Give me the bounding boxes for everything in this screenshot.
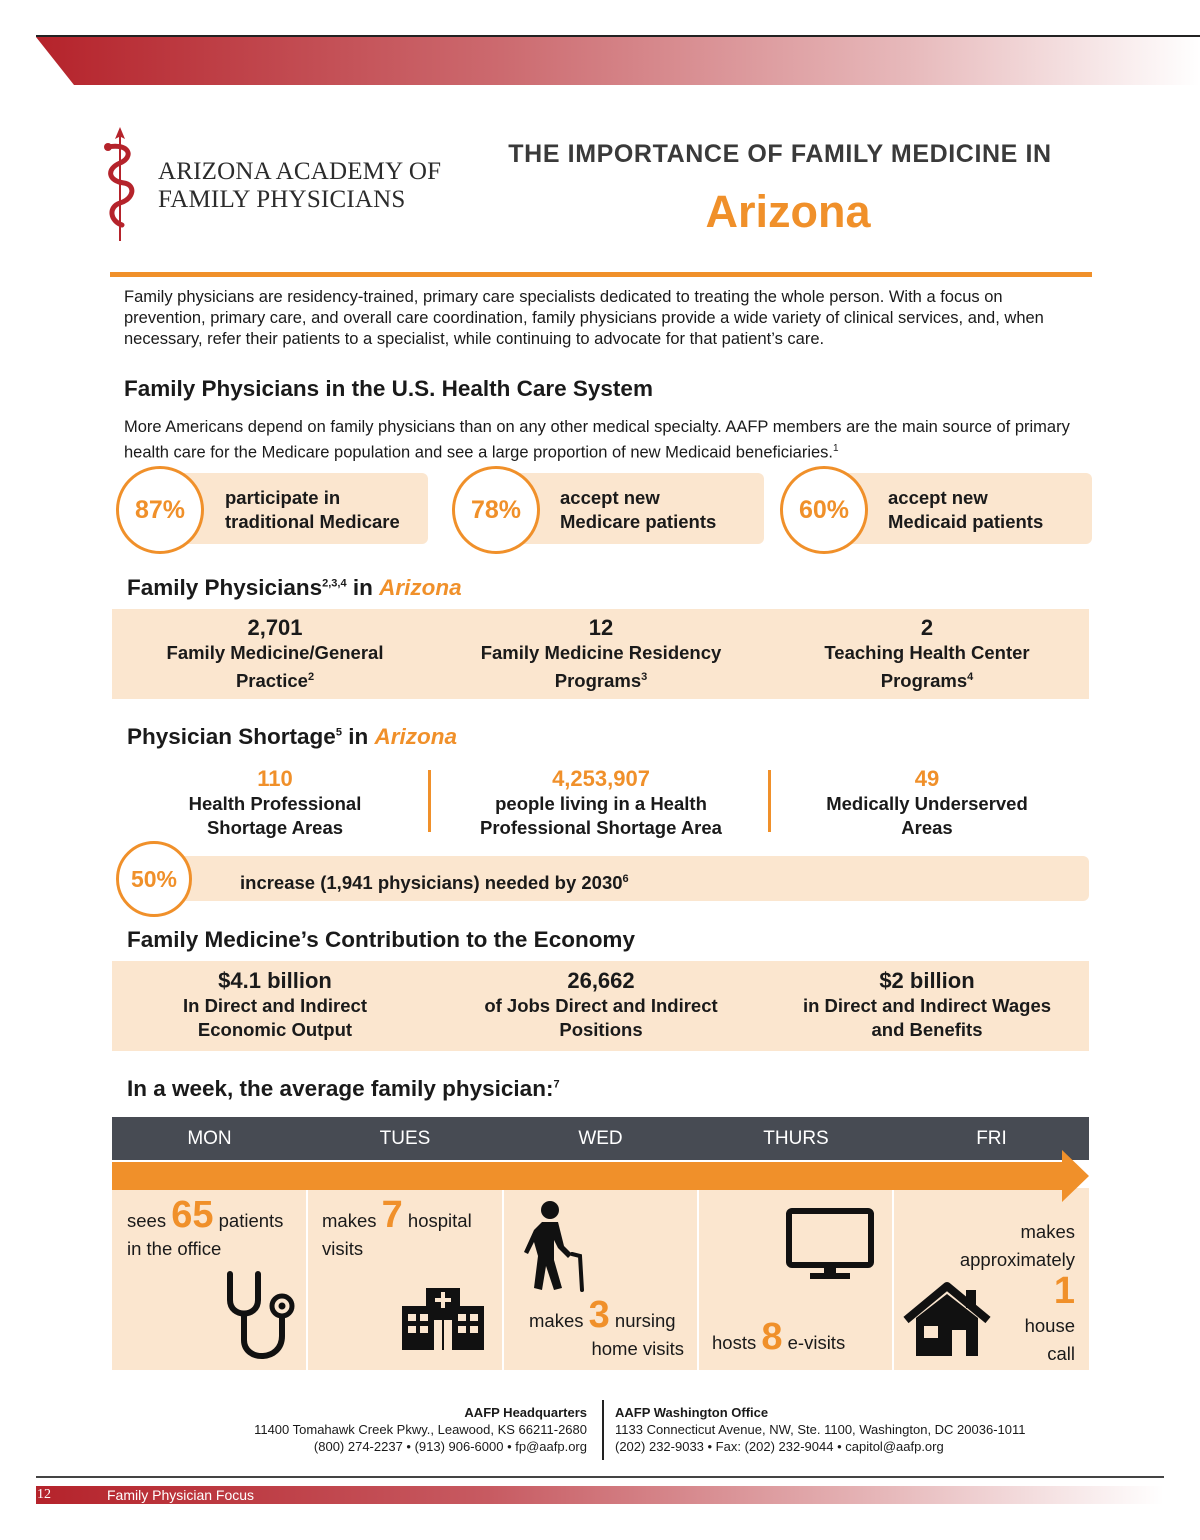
fp-stat-2-line1: Family Medicine Residency	[480, 642, 722, 663]
org-name-line2: FAMILY PHYSICIANS	[158, 186, 406, 213]
hq-title: AAFP Headquarters	[464, 1405, 587, 1420]
econ-stat-3-number: $2 billion	[879, 968, 975, 993]
stat-text-1-line2: traditional Medicare	[225, 511, 400, 532]
fri-line1: makes	[1020, 1221, 1075, 1242]
us-paragraph-sup: 1	[833, 443, 839, 454]
hq-block	[220, 1404, 587, 1455]
fri-number: 1	[1053, 1270, 1075, 1312]
shortage-stat-2-number: 4,253,907	[552, 766, 650, 791]
fp-stat-3-line1: Teaching Health Center	[824, 642, 1030, 663]
day-wed: WED	[578, 1128, 623, 1149]
us-paragraph-text: More Americans depend on family physicians than on any other medical specialty. AAFP members are the main source of primary health care for the Medicare population and see a large proportion of new Medicaid beneficiaries.	[124, 418, 1070, 462]
wed-pre: makes	[529, 1310, 584, 1331]
shortage-stat-3-line1: Medically Underserved	[826, 793, 1028, 814]
section-heading-economy: Family Medicine’s Contribution to the Economy	[127, 927, 635, 952]
increase-text-wrap	[240, 867, 629, 895]
wed-post: nursing	[614, 1310, 676, 1331]
dc-contact: (202) 232-9033 • Fax: (202) 232-9044 • capitol@aafp.org	[615, 1439, 944, 1454]
econ-stat-1	[112, 968, 438, 1042]
tues-line2: visits	[322, 1238, 364, 1259]
heading-sup: 7	[553, 1078, 560, 1091]
fri-line2: approximately	[959, 1249, 1075, 1270]
top-band	[36, 37, 1200, 85]
heading-text: Physician Shortage	[127, 724, 336, 749]
fp-stat-2	[438, 615, 764, 693]
fp-stat-1-line1: Family Medicine/General	[166, 642, 384, 663]
tues-post: hospital	[407, 1210, 472, 1231]
fp-stat-2-sup: 3	[641, 671, 648, 683]
increase-circle: 50%	[116, 841, 192, 917]
increase-sup: 6	[622, 873, 629, 885]
fp-stat-3-number: 2	[920, 615, 934, 640]
bottom-rule	[36, 1476, 1164, 1478]
econ-stat-1-number: $4.1 billion	[218, 968, 332, 993]
mon-post: patients	[218, 1210, 284, 1231]
econ-stat-3	[764, 968, 1090, 1042]
shortage-stat-3-line2: Areas	[901, 817, 953, 838]
fp-stat-2-number: 12	[588, 615, 614, 640]
mon-number: 65	[171, 1194, 214, 1236]
week-arrow	[112, 1150, 1089, 1202]
econ-stat-2-number: 26,662	[567, 968, 635, 993]
econ-stat-2-line1: of Jobs Direct and Indirect	[484, 995, 718, 1016]
dc-address: 1133 Connecticut Avenue, NW, Ste. 1100, Washington, DC 20036-1011	[615, 1422, 1026, 1437]
shortage-stat-2-line2: Professional Shortage Area	[480, 817, 722, 838]
heading-state: Arizona	[379, 575, 462, 600]
heading-sup: 5	[335, 726, 342, 739]
heading-text: In a week, the average family physician:	[127, 1076, 554, 1101]
shortage-stat-1-line2: Shortage Areas	[206, 817, 344, 838]
stat-text-2-line1: accept new	[560, 487, 660, 508]
day-mon: MON	[187, 1128, 232, 1149]
intro-paragraph: Family physicians are residency-trained, primary care specialists dedicated to treating the whole person. With a focus on prevention, primary care, and overall care coordination, family physicians provide a wide variety of clinical services, and, when necessary, refer their patients to a specialist, while continuing to advocate for that patient’s care.	[124, 288, 1044, 348]
fri-text-top	[900, 1218, 1075, 1274]
increase-text: increase (1,941 physicians) needed by 2030	[240, 872, 623, 894]
heading-text: Family Physicians	[127, 575, 323, 600]
wed-line2: home visits	[591, 1338, 684, 1359]
stat-circle-3: 60%	[780, 466, 868, 554]
tues-number: 7	[381, 1194, 403, 1236]
stat-text-1-line1: participate in	[225, 487, 341, 508]
fri-line3: house	[1024, 1315, 1075, 1336]
state-title: Arizona	[705, 186, 871, 237]
fp-stat-2-line2: Programs	[554, 670, 642, 692]
stethoscope-icon	[220, 1270, 300, 1366]
top-rule	[36, 35, 1200, 37]
thurs-number: 8	[761, 1316, 783, 1358]
hq-address: 11400 Tomahawk Creek Pkwy., Leawood, KS 66211-2680	[254, 1422, 587, 1437]
wed-text-line1	[529, 1294, 676, 1336]
shortage-divider-1	[428, 770, 431, 832]
fp-stat-3-line2: Programs	[880, 670, 968, 692]
page-title: THE IMPORTANCE OF FAMILY MEDICINE IN	[508, 140, 1052, 168]
stat-circle-2: 78%	[452, 466, 540, 554]
econ-stat-1-line1: In Direct and Indirect	[182, 995, 367, 1016]
stat-circle-1: 87%	[116, 466, 204, 554]
fp-stat-1-sup: 2	[307, 671, 315, 683]
publication-name: Family Physician Focus	[107, 1487, 255, 1503]
heading-in: in	[348, 724, 369, 749]
dc-title: AAFP Washington Office	[615, 1405, 769, 1420]
footer-divider	[602, 1400, 604, 1460]
hq-contact: (800) 274-2237 • (913) 906-6000 • fp@aafp.org	[313, 1439, 587, 1454]
org-name-line1: ARIZONA ACADEMY OF	[158, 158, 442, 185]
econ-stat-1-line2: Economic Output	[197, 1019, 353, 1040]
shortage-stat-1	[112, 766, 438, 840]
fp-stat-3-line2-wrap	[764, 665, 1090, 693]
shortage-stat-2	[438, 766, 764, 840]
day-thurs: THURS	[763, 1128, 829, 1149]
thurs-text	[712, 1316, 846, 1358]
monitor-icon	[786, 1208, 874, 1282]
econ-stat-3-line1: in Direct and Indirect Wages	[802, 995, 1052, 1016]
title-divider	[110, 272, 1092, 277]
stat-text-2-line2: Medicare patients	[560, 511, 717, 532]
shortage-stat-1-line1: Health Professional	[188, 793, 362, 814]
caduceus-icon	[104, 127, 132, 241]
tues-pre: makes	[322, 1210, 377, 1231]
econ-stat-2-line2: Positions	[559, 1019, 643, 1040]
thurs-pre: hosts	[712, 1332, 757, 1353]
dc-block	[615, 1404, 1025, 1455]
thurs-post: e-visits	[787, 1332, 846, 1353]
stat-text-2	[560, 486, 716, 534]
fp-stat-3-sup: 4	[967, 671, 974, 683]
hospital-icon	[398, 1280, 488, 1352]
mon-line2: in the office	[127, 1238, 222, 1259]
econ-stat-2	[438, 968, 764, 1042]
fp-stat-1	[112, 615, 438, 693]
shortage-stat-3	[764, 766, 1090, 840]
fp-stat-3	[764, 615, 1090, 693]
fp-stat-1-line2: Practice	[235, 670, 308, 692]
page-number: 12	[37, 1487, 51, 1502]
mon-text	[127, 1194, 284, 1263]
stat-text-3-line1: accept new	[888, 487, 988, 508]
section-heading-week	[127, 1076, 560, 1102]
org-name	[158, 158, 441, 214]
stat-text-1	[225, 486, 400, 534]
day-fri: FRI	[976, 1128, 1007, 1149]
elderly-person-icon	[524, 1200, 586, 1292]
house-icon	[902, 1282, 992, 1358]
fp-stat-2-line2-wrap	[438, 665, 764, 693]
section-heading-shortage	[127, 724, 457, 750]
fp-stat-1-number: 2,701	[247, 615, 303, 640]
fri-line4: call	[1047, 1343, 1075, 1364]
section-heading-state-fp	[127, 575, 462, 601]
us-paragraph	[124, 416, 1094, 464]
heading-state: Arizona	[374, 724, 457, 749]
wed-number: 3	[588, 1294, 610, 1336]
heading-in: in	[352, 575, 373, 600]
shortage-stat-2-line1: people living in a Health	[495, 793, 707, 814]
fp-stat-1-line2-wrap	[112, 665, 438, 693]
shortage-stat-1-number: 110	[257, 766, 293, 791]
econ-stat-3-line2: and Benefits	[871, 1019, 983, 1040]
heading-sup: 2,3,4	[322, 577, 347, 590]
stat-text-3-line2: Medicaid patients	[888, 511, 1044, 532]
mon-pre: sees	[127, 1210, 167, 1231]
day-tues: TUES	[379, 1128, 431, 1149]
section-heading-us: Family Physicians in the U.S. Health Care System	[124, 376, 653, 401]
stat-text-3	[888, 486, 1043, 534]
tues-text	[322, 1194, 472, 1263]
shortage-stat-3-number: 49	[914, 766, 940, 791]
